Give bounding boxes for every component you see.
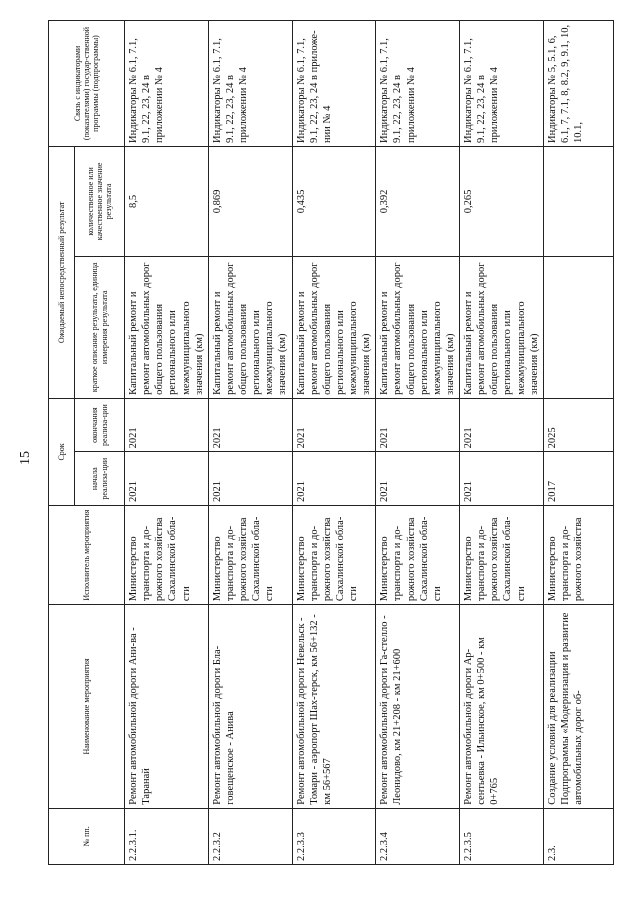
cell-num: 2.2.3.4 [376,808,460,864]
header-term-end: окончания реализа-ции [75,398,125,452]
table-row [208,21,292,865]
cell-start: 2021 [376,452,460,506]
header-executor: Исполнитель мероприятия [49,506,125,605]
cell-end: 2021 [460,398,544,452]
cell-num: 2.2.3.2 [208,808,292,864]
cell-name: Ремонт автомобильной дороги Га-стелло - Леонидово, км 21+208 - км 21+600 [376,605,460,809]
cell-link: Индикаторы № 6.1, 7.1, 9.1, 22, 23, 24 в приложении № 4 [376,21,460,147]
cell-name: Создание условий для реализации Подпрограммы «Модернизация и развитие автомобильных дорог об- [543,605,613,809]
cell-desc: Капитальный ремонт и ремонт автомобильных дорог общего пользования регионального или межмуниципального значения (км) [376,256,460,398]
cell-value: 0,392 [376,146,460,256]
cell-executor: Министерство транспорта и до-рожного хозяйства Сахалинской обла-сти [125,506,209,605]
cell-start: 2021 [125,452,209,506]
cell-num: 2.2.3.3 [292,808,376,864]
table-row [125,21,209,865]
header-num: № пп. [49,808,125,864]
cell-executor: Министерство транспорта и до-рожного хозяйства Сахалинской обла-сти [292,506,376,605]
cell-end: 2025 [543,398,613,452]
cell-desc: Капитальный ремонт и ремонт автомобильных дорог общего пользования регионального или межмуниципального значения (км) [208,256,292,398]
table-row [292,21,376,865]
cell-desc: Капитальный ремонт и ремонт автомобильных дорог общего пользования регионального или межмуниципального значения (км) [292,256,376,398]
cell-link: Индикаторы № 6.1, 7.1, 9.1, 22, 23, 24 в приложе-нии № 4 [292,21,376,147]
header-term: Срок [49,398,75,505]
cell-num: 2.2.3.5 [460,808,544,864]
table-row [543,21,613,865]
header-result-desc: краткое описание результата, единица измерения результата [75,256,125,398]
header-name: Наименование мероприятия [49,605,125,809]
cell-link: Индикаторы № 6.1, 7.1, 9.1, 22, 23, 24 в приложении № 4 [125,21,209,147]
header-result: Ожидаемый непосредственный результат [49,146,75,398]
cell-executor: Министерство транспорта и до-рожного хозяйства Сахалинской обла-сти [376,506,460,605]
cell-executor: Министерство транспорта и до-рожного хозяйства Сахалинской обла-сти [208,506,292,605]
cell-link: Индикаторы № 6.1, 7.1, 9.1, 22, 23, 24 в приложении № 4 [208,21,292,147]
cell-name: Ремонт автомобильной дороги Ар-сентьевка - Ильинское, км 0+500 - км 0+765 [460,605,544,809]
header-link: Связь с индикаторами (показателями) государ-ственной программы (подпрограммы) [49,21,125,147]
cell-value [543,146,613,256]
cell-end: 2021 [125,398,209,452]
header-result-value: количественное или качественное значение результата [75,146,125,256]
header-term-start: начала реализа-ции [75,452,125,506]
cell-end: 2021 [376,398,460,452]
cell-end: 2021 [292,398,376,452]
cell-executor: Министерство транспорта и до-рожного хозяйства Сахалинской обла-сти [460,506,544,605]
cell-name: Ремонт автомобильной дороги Ани-ва - Таранай [125,605,209,809]
cell-desc: Капитальный ремонт и ремонт автомобильных дорог общего пользования регионального или межмуниципального значения (км) [460,256,544,398]
cell-end: 2021 [208,398,292,452]
table-row [460,21,544,865]
cell-desc [543,256,613,398]
cell-start: 2021 [292,452,376,506]
cell-value: 8,5 [125,146,209,256]
page-number: 15 [18,451,33,465]
cell-value: 0,869 [208,146,292,256]
cell-value: 0,435 [292,146,376,256]
cell-name: Ремонт автомобильной дороги Бла-говещенское - Анива [208,605,292,809]
cell-name: Ремонт автомобильной дороги Невельск - Томари - аэропорт Шах-терск, км 56+132 - км 56+567 [292,605,376,809]
table-row [376,21,460,865]
cell-start: 2021 [208,452,292,506]
cell-num: 2.3. [543,808,613,864]
cell-link: Индикаторы № 5, 5.1, 6, 6.1, 7, 7.1, 8, 8.2, 9, 9.1, 10, 10.1, [543,21,613,147]
cell-start: 2021 [460,452,544,506]
cell-value: 0,265 [460,146,544,256]
measures-table [48,20,614,865]
cell-desc: Капитальный ремонт и ремонт автомобильных дорог общего пользования регионального или межмуниципального значения (км) [125,256,209,398]
cell-start: 2017 [543,452,613,506]
cell-link: Индикаторы № 6.1, 7.1, 9.1, 22, 23, 24 в приложении № 4 [460,21,544,147]
cell-num: 2.2.3.1. [125,808,209,864]
cell-executor: Министерство транспорта и до-рожного хозяйства [543,506,613,605]
